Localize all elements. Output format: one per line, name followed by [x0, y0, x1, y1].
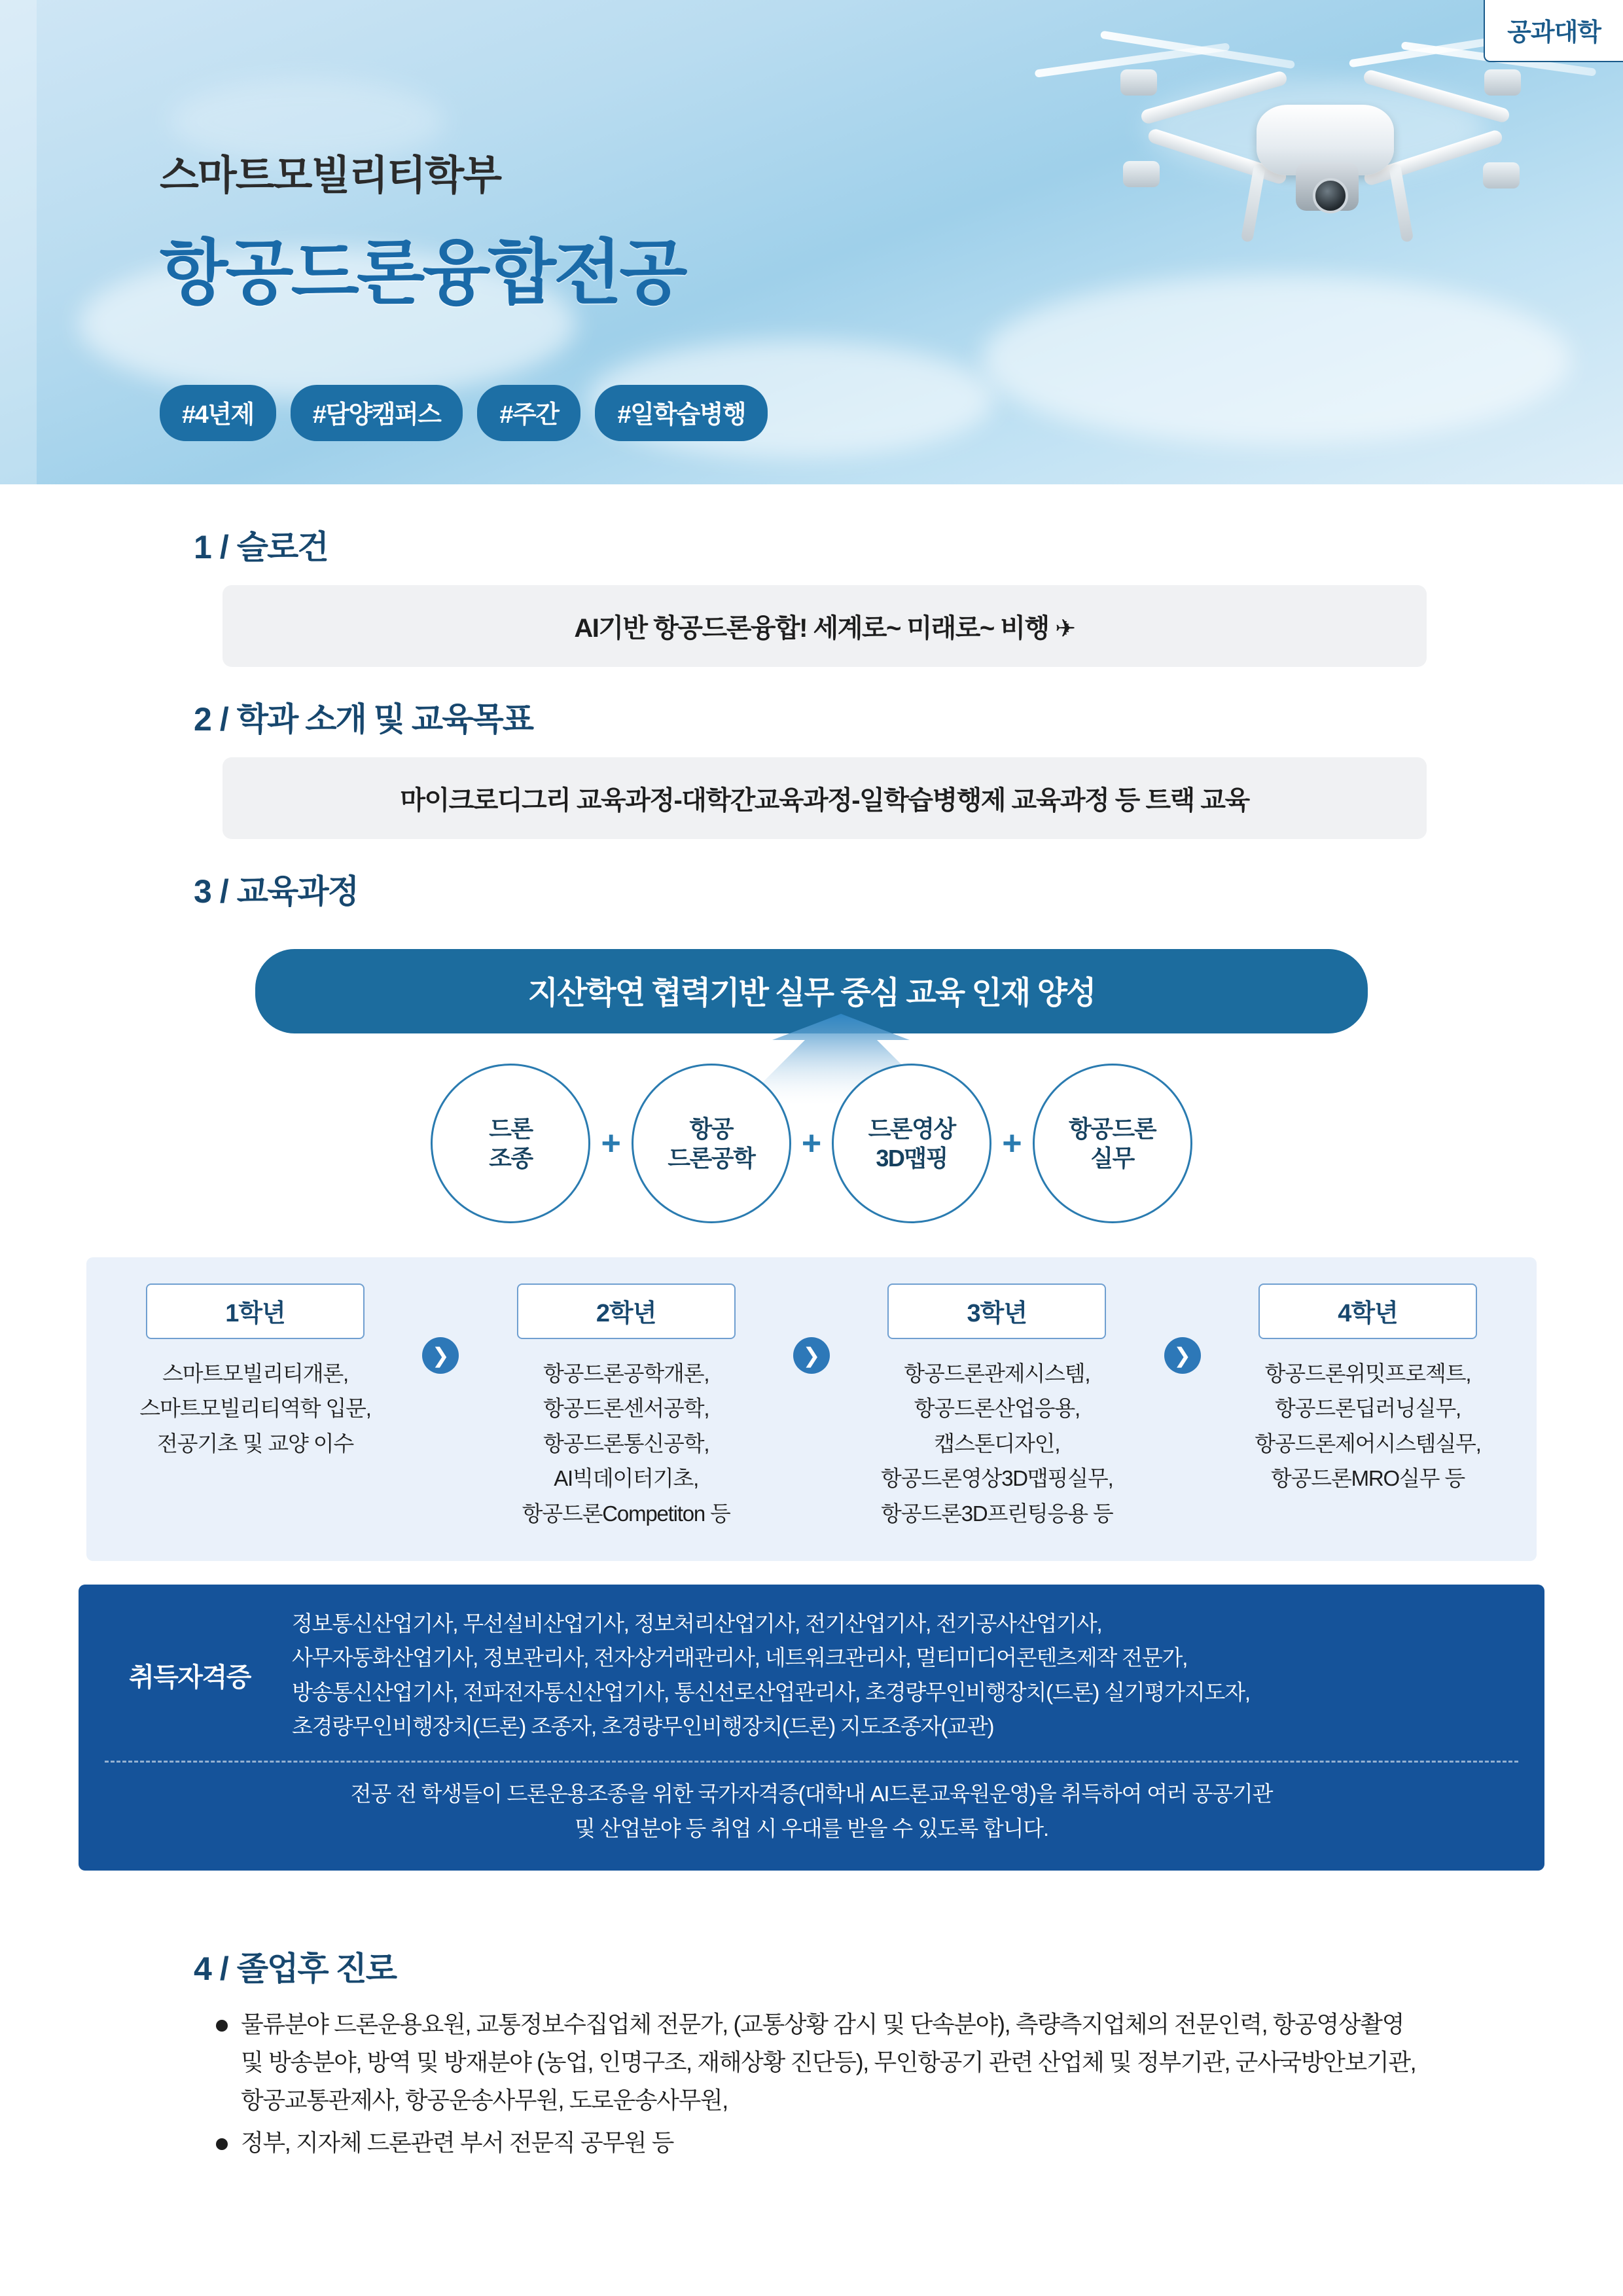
section-title: 교육과정	[236, 873, 358, 910]
bullet-icon	[216, 2020, 228, 2032]
hero-left-strip	[0, 0, 37, 484]
year-course-list	[105, 1356, 406, 1461]
chevron-right-icon: ❯	[1164, 1337, 1201, 1374]
license-line: 초경량무인비행장치(드론) 조종자, 초경량무인비행장치(드론) 지도조종자(교관)	[292, 1713, 994, 1738]
license-top-row	[105, 1607, 1518, 1744]
license-list	[292, 1607, 1518, 1744]
curriculum-circle-1	[431, 1064, 590, 1223]
section-title: 슬로건	[236, 529, 328, 565]
course-item: 항공드론Competiton 등	[522, 1501, 730, 1526]
tag-row	[160, 385, 768, 441]
year-track-table	[86, 1257, 1537, 1561]
section-slash: /	[219, 529, 228, 565]
tag-item: #주간	[477, 385, 580, 441]
section-slash: /	[219, 701, 228, 738]
course-item: 캡스톤디자인,	[934, 1431, 1060, 1456]
slogan-text: AI기반 항공드론융합! 세계로~ 미래로~ 비행	[574, 614, 1049, 643]
bullet-icon	[216, 2138, 228, 2150]
college-badge: 공과대학	[1484, 0, 1623, 62]
section-slash: /	[219, 1950, 228, 1988]
intro-box: 마이크로디그리 교육과정-대학간교육과정-일학습병행제 교육과정 등 트랙 교육	[223, 757, 1427, 839]
circle-line-2: 3D맵핑	[876, 1145, 948, 1172]
section-number: 3	[194, 873, 211, 910]
section-heading-intro	[194, 693, 1623, 740]
list-item	[216, 2124, 1427, 2162]
course-item: 항공드론센서공학,	[543, 1396, 709, 1421]
career-text: 물류분야 드론운용요원, 교통정보수집업체 전문가, (교통상황 감시 및 단속분야), 측량측지업체의 전문인력, 항공영상촬영 및 방송분야, 방역 및 방재분야 (농업, 인명구조, 재해상황 진단등), 무인항공기 관련 산업체 및 정부기관, 군사국방안보기관,항공교통관제사, 항공운송사무원, 도로운송사무원,	[241, 2011, 1416, 2113]
section-title: 학과 소개 및 교육목표	[236, 701, 533, 738]
tag-item: #4년제	[160, 385, 276, 441]
content-body	[0, 484, 1623, 2162]
department-name: 스마트모빌리티학부	[160, 153, 501, 198]
curriculum-circle-row	[380, 1064, 1243, 1223]
slogan-box	[223, 585, 1427, 667]
curriculum-circle-3	[832, 1064, 991, 1223]
plus-sign: +	[801, 1124, 822, 1162]
license-box	[79, 1585, 1544, 1871]
course-item: 항공드론MRO실무 등	[1270, 1466, 1465, 1491]
year-column-1	[105, 1283, 406, 1461]
circle-line-1: 항공	[689, 1115, 734, 1142]
cloud-decoration	[982, 275, 1571, 445]
course-item: AI빅데이터기초,	[554, 1466, 699, 1491]
license-line: 사무자동화산업기사, 정보관리사, 전자상거래관리사, 네트워크관리사, 멀티미디어콘텐츠제작 전문가,	[292, 1645, 1188, 1670]
year-course-list	[846, 1356, 1147, 1531]
circle-line-1: 항공드론	[1069, 1115, 1156, 1142]
license-note	[105, 1777, 1518, 1846]
course-item: 항공드론산업응용,	[914, 1396, 1080, 1421]
circle-line-2: 실무	[1090, 1145, 1134, 1172]
career-list	[216, 2005, 1427, 2161]
course-item: 항공드론공학개론,	[543, 1361, 709, 1386]
dashed-divider	[105, 1761, 1518, 1763]
section-heading-slogan	[194, 521, 1623, 568]
major-title: 항공드론융합전공	[160, 233, 685, 312]
curriculum-circle-2	[632, 1064, 791, 1223]
course-item: 항공드론딥러닝실무,	[1274, 1396, 1461, 1421]
circle-line-2: 드론공학	[668, 1145, 755, 1172]
chevron-right-icon: ❯	[793, 1337, 830, 1374]
year-column-2	[476, 1283, 777, 1531]
course-item: 항공드론통신공학,	[543, 1431, 709, 1456]
course-item: 항공드론영상3D맵핑실무,	[881, 1466, 1113, 1491]
plus-sign: +	[601, 1124, 621, 1162]
circle-line-1: 드론영상	[868, 1115, 955, 1142]
year-course-list	[1217, 1356, 1518, 1496]
year-label: 1학년	[146, 1283, 365, 1339]
year-course-list	[476, 1356, 777, 1531]
drone-illustration	[1060, 7, 1558, 281]
course-item: 항공드론관제시스템,	[904, 1361, 1090, 1386]
curriculum-circle-4	[1033, 1064, 1192, 1223]
circle-line-2: 조종	[489, 1145, 533, 1172]
license-line: 정보통신산업기사, 무선설비산업기사, 정보처리산업기사, 전기산업기사, 전기공사산업기사,	[292, 1611, 1102, 1636]
tag-item: #담양캠퍼스	[291, 385, 463, 441]
tag-item: #일학습병행	[595, 385, 768, 441]
course-item: 항공드론3D프린팅응용 등	[881, 1501, 1113, 1526]
section-heading-career	[194, 1943, 1623, 1990]
year-column-4	[1217, 1283, 1518, 1496]
license-label: 취득자격증	[129, 1663, 251, 1693]
list-item	[216, 2005, 1427, 2119]
course-item: 항공드론제어시스템실무,	[1255, 1431, 1481, 1456]
chevron-right-icon: ❯	[422, 1337, 459, 1374]
license-note-line: 및 산업분야 등 취업 시 우대를 받을 수 있도록 합니다.	[575, 1816, 1048, 1840]
section-title: 졸업후 진로	[236, 1950, 397, 1988]
circle-line-1: 드론	[489, 1115, 533, 1142]
year-label: 4학년	[1258, 1283, 1477, 1339]
career-text: 정부, 지자체 드론관련 부서 전문직 공무원 등	[241, 2129, 673, 2157]
section-heading-curriculum	[194, 865, 1623, 912]
course-item: 항공드론위밋프로젝트,	[1264, 1361, 1471, 1386]
course-item: 스마트모빌리티역학 입문,	[139, 1396, 371, 1421]
course-item: 스마트모빌리티개론,	[162, 1361, 349, 1386]
curriculum-banner: 지산학연 협력기반 실무 중심 교육 인재 양성	[255, 949, 1368, 1033]
year-label: 3학년	[887, 1283, 1106, 1339]
year-column-3	[846, 1283, 1147, 1531]
hero-banner	[0, 0, 1623, 484]
course-item: 전공기초 및 교양 이수	[156, 1431, 353, 1456]
section-number: 4	[194, 1950, 211, 1988]
section-number: 1	[194, 529, 211, 565]
curriculum-diagram	[0, 949, 1623, 1871]
year-label: 2학년	[517, 1283, 736, 1339]
section-slash: /	[219, 873, 228, 910]
section-number: 2	[194, 701, 211, 738]
plus-sign: +	[1002, 1124, 1022, 1162]
airplane-icon: ✈	[1055, 615, 1075, 643]
license-line: 방송통신산업기사, 전파전자통신산업기사, 통신선로산업관리사, 초경량무인비행장치(드론) 실기평가지도자,	[292, 1679, 1250, 1704]
license-note-line: 전공 전 학생들이 드론운용조종을 위한 국가자격증(대학내 AI드론교육원운영)을 취득하여 여러 공공기관	[350, 1781, 1273, 1806]
